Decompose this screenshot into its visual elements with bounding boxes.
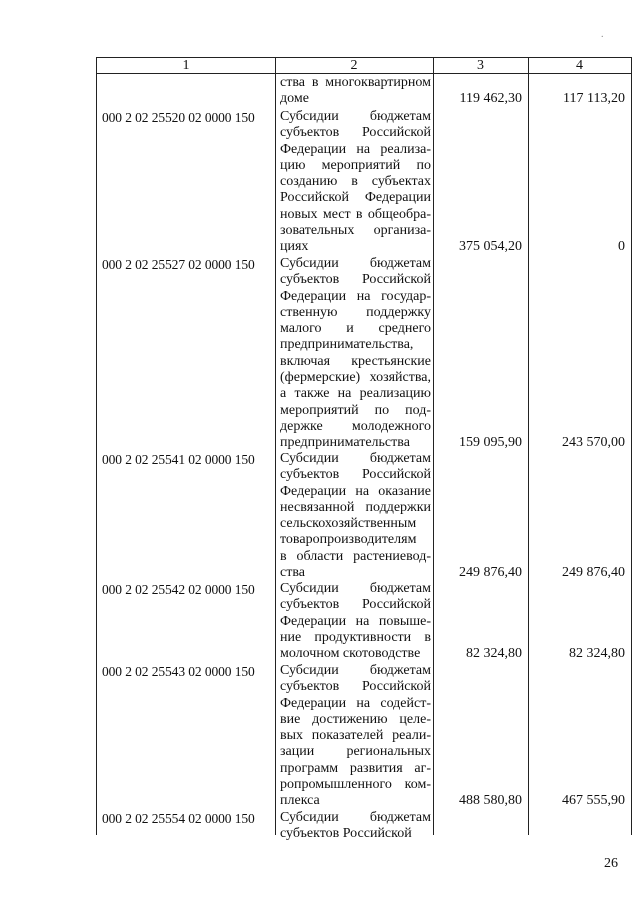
column-divider-2 xyxy=(433,57,434,835)
description-line: несвязанной поддержки xyxy=(280,499,431,515)
row-value-col4: 249 876,40 xyxy=(562,565,625,581)
row-code: 000 2 02 25543 02 0000 150 xyxy=(102,664,255,679)
description-line: циях xyxy=(280,239,309,255)
description-line: ропромышленного ком- xyxy=(280,777,431,793)
header-col-1: 1 xyxy=(182,58,190,73)
description-line: Субсидии бюджетам xyxy=(280,256,431,271)
row-description xyxy=(280,451,431,581)
row-description xyxy=(280,810,431,843)
description-line: (фермерские) хозяйства, xyxy=(280,370,431,386)
row-code: 000 2 02 25554 02 0000 150 xyxy=(102,811,255,826)
row-value-col3: 119 462,30 xyxy=(459,91,522,107)
description-line: цию мероприятий по xyxy=(280,157,431,173)
header-col-3: 3 xyxy=(477,58,484,73)
description-line: субъектов Российской xyxy=(280,679,431,695)
description-line: товаропроизводителям xyxy=(280,532,417,548)
description-line: зации региональных xyxy=(280,744,431,760)
row-value-col3: 159 095,90 xyxy=(459,435,522,451)
description-line: предпринимательства xyxy=(280,435,410,451)
description-line: Субсидии бюджетам xyxy=(280,109,431,124)
description-line: Федерации на реализа- xyxy=(280,141,431,157)
description-line: ние продуктивности в xyxy=(280,629,431,645)
description-line: ственную поддержку xyxy=(280,304,431,320)
row-description xyxy=(280,581,431,662)
description-line: сельскохозяйственным xyxy=(280,516,417,532)
header-col-4: 4 xyxy=(576,58,583,73)
page-number: 26 xyxy=(604,856,618,871)
description-line: Федерации на оказание xyxy=(280,483,431,499)
description-line: созданию в субъектах xyxy=(280,174,431,190)
description-line: доме xyxy=(280,91,309,107)
corner-mark: . xyxy=(601,29,604,40)
description-line: Субсидии бюджетам xyxy=(280,810,431,825)
description-line: держке молодежного xyxy=(280,418,431,434)
row-value-col4: 0 xyxy=(618,239,625,255)
description-line: вие достижению целе- xyxy=(280,711,431,727)
description-line: вых показателей реали- xyxy=(280,728,431,744)
row-value-col3: 488 580,80 xyxy=(459,793,522,809)
description-line: субъектов Российской xyxy=(280,125,431,141)
row-code: 000 2 02 25542 02 0000 150 xyxy=(102,582,255,597)
description-line: ства xyxy=(280,565,305,581)
row-value-col3: 375 054,20 xyxy=(459,239,522,255)
row-description xyxy=(280,256,431,452)
row-code: 000 2 02 25541 02 0000 150 xyxy=(102,452,255,467)
row-value-col3: 82 324,80 xyxy=(466,646,522,662)
header-col-2: 2 xyxy=(350,58,358,73)
description-line: программ развития аг- xyxy=(280,760,431,776)
row-value-col4: 117 113,20 xyxy=(563,91,625,107)
header-bottom-border xyxy=(97,73,631,74)
description-line: Федерации на повыше- xyxy=(280,613,431,629)
description-line: субъектов Российской xyxy=(280,272,431,288)
description-line: а также на реализацию xyxy=(280,386,431,402)
row-code: 000 2 02 25520 02 0000 150 xyxy=(102,110,255,125)
description-line: предпринимательства, xyxy=(280,337,414,353)
description-line: субъектов Российской xyxy=(280,826,412,842)
description-line: Федерации на государ- xyxy=(280,288,431,304)
row-value-col4: 82 324,80 xyxy=(569,646,625,662)
description-line: Субсидии бюджетам xyxy=(280,663,431,678)
row-code: 000 2 02 25527 02 0000 150 xyxy=(102,257,255,272)
description-line: мероприятий по под- xyxy=(280,402,431,418)
row-value-col4: 467 555,90 xyxy=(562,793,625,809)
description-line: новых мест в общеобра- xyxy=(280,206,431,222)
description-line: Субсидии бюджетам xyxy=(280,451,431,466)
description-line: субъектов Российской xyxy=(280,467,431,483)
row-value-col3: 249 876,40 xyxy=(459,565,522,581)
budget-table xyxy=(96,57,632,842)
row-description xyxy=(280,663,431,810)
description-line: Субсидии бюджетам xyxy=(280,581,431,596)
description-line: Российской Федерации xyxy=(280,190,431,206)
description-line: в области растениевод- xyxy=(280,548,431,564)
description-line: зовательных организа- xyxy=(280,223,431,239)
description-line: молочном скотоводстве xyxy=(280,646,421,662)
column-divider-1 xyxy=(275,57,276,835)
row-description xyxy=(280,109,431,256)
description-line: субъектов Российской xyxy=(280,597,431,613)
row-value-col4: 243 570,00 xyxy=(562,435,625,451)
description-line: включая крестьянские xyxy=(280,353,431,369)
description-line: плекса xyxy=(280,793,320,809)
description-line: ства в многоквартирном xyxy=(280,75,431,90)
description-line: малого и среднего xyxy=(280,321,431,337)
row-description xyxy=(280,75,431,108)
description-line: Федерации на содейст- xyxy=(280,695,431,711)
